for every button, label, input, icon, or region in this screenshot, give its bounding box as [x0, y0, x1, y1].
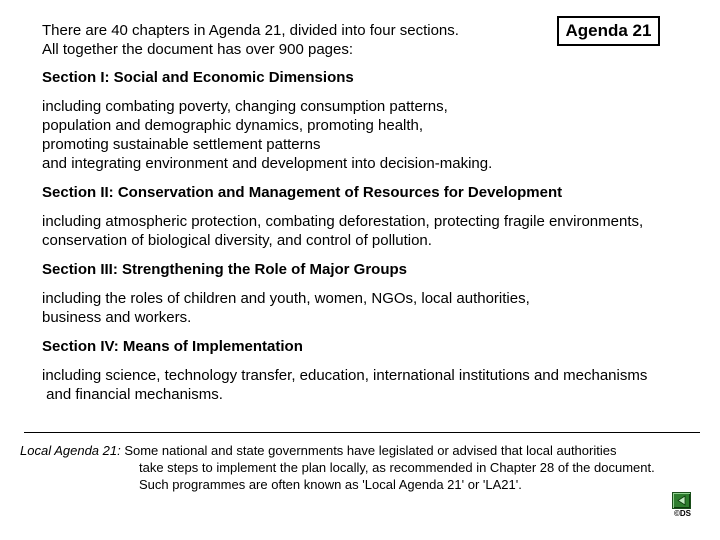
intro-line-1: There are 40 chapters in Agenda 21, divided into four sections.	[42, 22, 459, 39]
title-box: Agenda 21	[557, 16, 660, 46]
copyright-mark: ©DS	[674, 509, 692, 518]
section-line: including atmospheric protection, combating deforestation, protecting fragile environments,	[42, 213, 644, 230]
section-2	[42, 182, 702, 250]
section-line: including combating poverty, changing consumption patterns,	[42, 98, 448, 115]
section-line: population and demographic dynamics, promoting health,	[42, 117, 424, 134]
section-line: including science, technology transfer, education, international institutions and mechanisms	[42, 367, 648, 384]
section-body	[42, 212, 702, 250]
intro-text	[42, 21, 459, 59]
local-agenda-line-1: Some national and state governments have legislated or advised that local authorities	[120, 443, 617, 458]
local-agenda-label: Local Agenda 21:	[20, 443, 121, 458]
section-heading: Section II: Conservation and Management of Resources for Development	[42, 184, 563, 201]
section-line: and financial mechanisms.	[42, 386, 223, 403]
section-4	[42, 336, 702, 404]
section-line: including the roles of children and youth, women, NGOs, local authorities,	[42, 290, 530, 307]
section-3	[42, 259, 702, 327]
local-agenda-line-3: Such programmes are often known as 'Local Agenda 21' or 'LA21'.	[139, 477, 522, 492]
section-line: promoting sustainable settlement patterns	[42, 136, 321, 153]
section-heading: Section IV: Means of Implementation	[42, 338, 303, 355]
section-heading: Section I: Social and Economic Dimensions	[42, 69, 354, 86]
section-body	[42, 289, 702, 327]
back-arrow-icon	[676, 495, 687, 506]
section-heading: Section III: Strengthening the Role of Major Groups	[42, 261, 408, 278]
local-agenda-line-2: take steps to implement the plan locally, as recommended in Chapter 28 of the document.	[139, 460, 655, 475]
local-agenda-note	[20, 442, 710, 493]
section-line: and integrating environment and development into decision-making.	[42, 155, 493, 172]
section-1	[42, 67, 702, 173]
section-body	[42, 366, 702, 404]
section-body	[42, 97, 702, 173]
section-line: business and workers.	[42, 309, 192, 326]
section-line: conservation of biological diversity, and control of pollution.	[42, 232, 432, 249]
sections-list	[42, 67, 702, 413]
intro-line-2: All together the document has over 900 pages:	[42, 41, 354, 58]
divider	[24, 432, 700, 433]
back-button[interactable]	[672, 492, 691, 509]
